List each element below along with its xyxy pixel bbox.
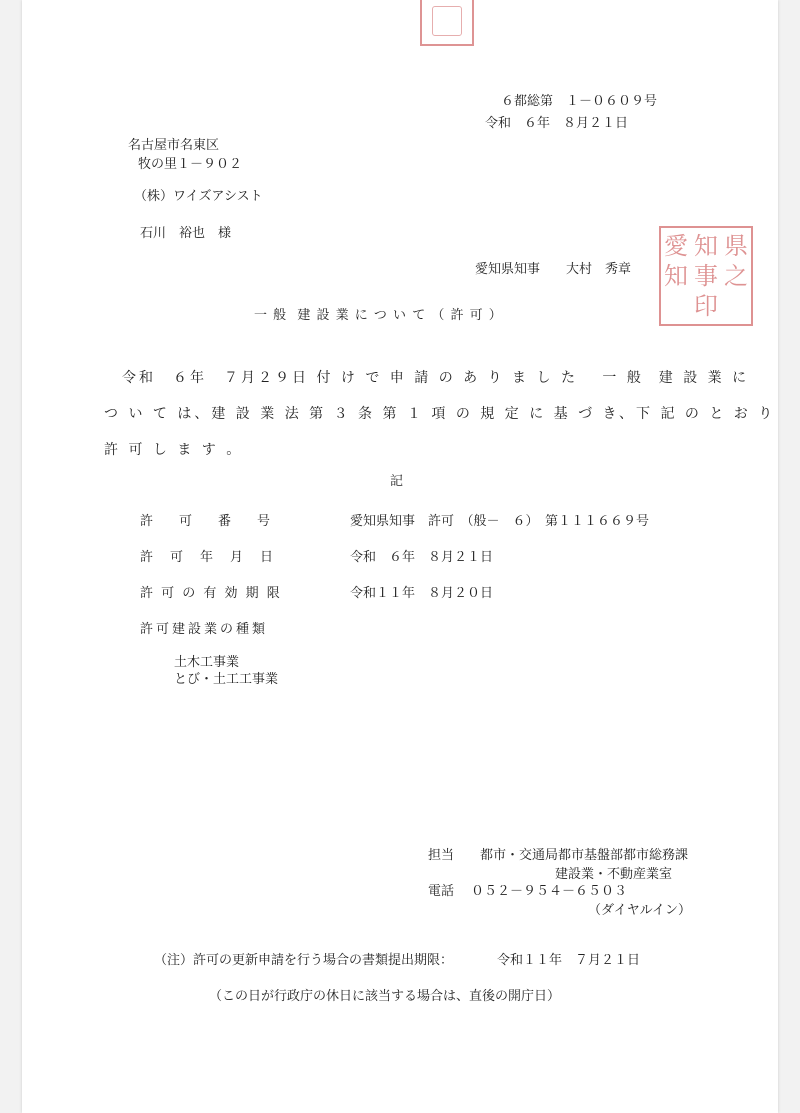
subject-title: 一 般 建 設 業 に つ い て （ 許 可 ） [254, 308, 503, 323]
phone-number: ０５２－９５４－６５０３ [471, 884, 628, 899]
phone-label: 電話 [428, 884, 455, 899]
seal-char: 知 [664, 262, 688, 290]
seal-char: 事 [694, 262, 718, 290]
permit-number-value: 愛知県知事 許可 （般－ ６） 第１１１６６９号 [350, 514, 650, 529]
body-line-3: 許 可 し ま す 。 [104, 442, 244, 458]
renewal-note: （注）許可の更新申請を行う場合の書類提出期限： [154, 953, 454, 968]
addressee-person: 石川 裕也 様 [140, 226, 232, 241]
permit-type-item: 土木工事業 [174, 655, 240, 670]
seal-char: 愛 [664, 232, 688, 260]
address-line-2: 牧の里１－９０２ [138, 157, 243, 172]
validity-label: 許 可 の 有 効 期 限 [140, 586, 282, 601]
body-line-2: つ い て は、建 設 業 法 第 ３ 条 第 １ 項 の 規 定 に 基 づ き、下 記 の と お り [104, 406, 776, 422]
seal-char: 印 [694, 292, 718, 320]
permit-types-label: 許可建設業の種類 [140, 622, 269, 637]
addressee-company: （株）ワイズアシスト [134, 189, 263, 204]
contact-label: 担当 [428, 848, 455, 863]
contact-department: 都市・交通局都市基盤部都市総務課 [480, 848, 689, 863]
permit-date-value: 令和 ６年 ８月２１日 [350, 550, 494, 565]
ki-heading: 記 [390, 474, 404, 489]
issuer: 愛知県知事 大村 秀章 [475, 262, 632, 277]
seal-char: 県 [724, 232, 748, 260]
document-page [22, 0, 778, 1113]
governor-seal [659, 226, 753, 326]
dial-in-note: （ダイヤルイン） [588, 903, 691, 918]
address-line-1: 名古屋市名東区 [128, 138, 220, 153]
validity-value: 令和１１年 ８月２０日 [350, 586, 494, 601]
seal-char: 知 [694, 232, 718, 260]
seal-char: 之 [724, 262, 748, 290]
receipt-stamp [420, 0, 474, 46]
document-number: ６都総第 １－０６０９号 [501, 94, 658, 109]
document-date: 令和 ６年 ８月２１日 [485, 116, 629, 131]
body-line-1: 令和 ６年 ７月２９日 付 け で 申 請 の あ り ま し た 一 般 建 設 業 に [122, 370, 750, 386]
renewal-deadline: 令和１１年 ７月２１日 [497, 953, 641, 968]
permit-number-label: 許 可 番 号 [140, 514, 271, 529]
permit-type-item: とび・土工工事業 [174, 672, 279, 687]
holiday-note: （この日が行政庁の休日に該当する場合は、直後の開庁日） [209, 989, 561, 1004]
contact-section: 建設業・不動産業室 [555, 867, 673, 882]
permit-date-label: 許 可 年 月 日 [140, 550, 276, 565]
